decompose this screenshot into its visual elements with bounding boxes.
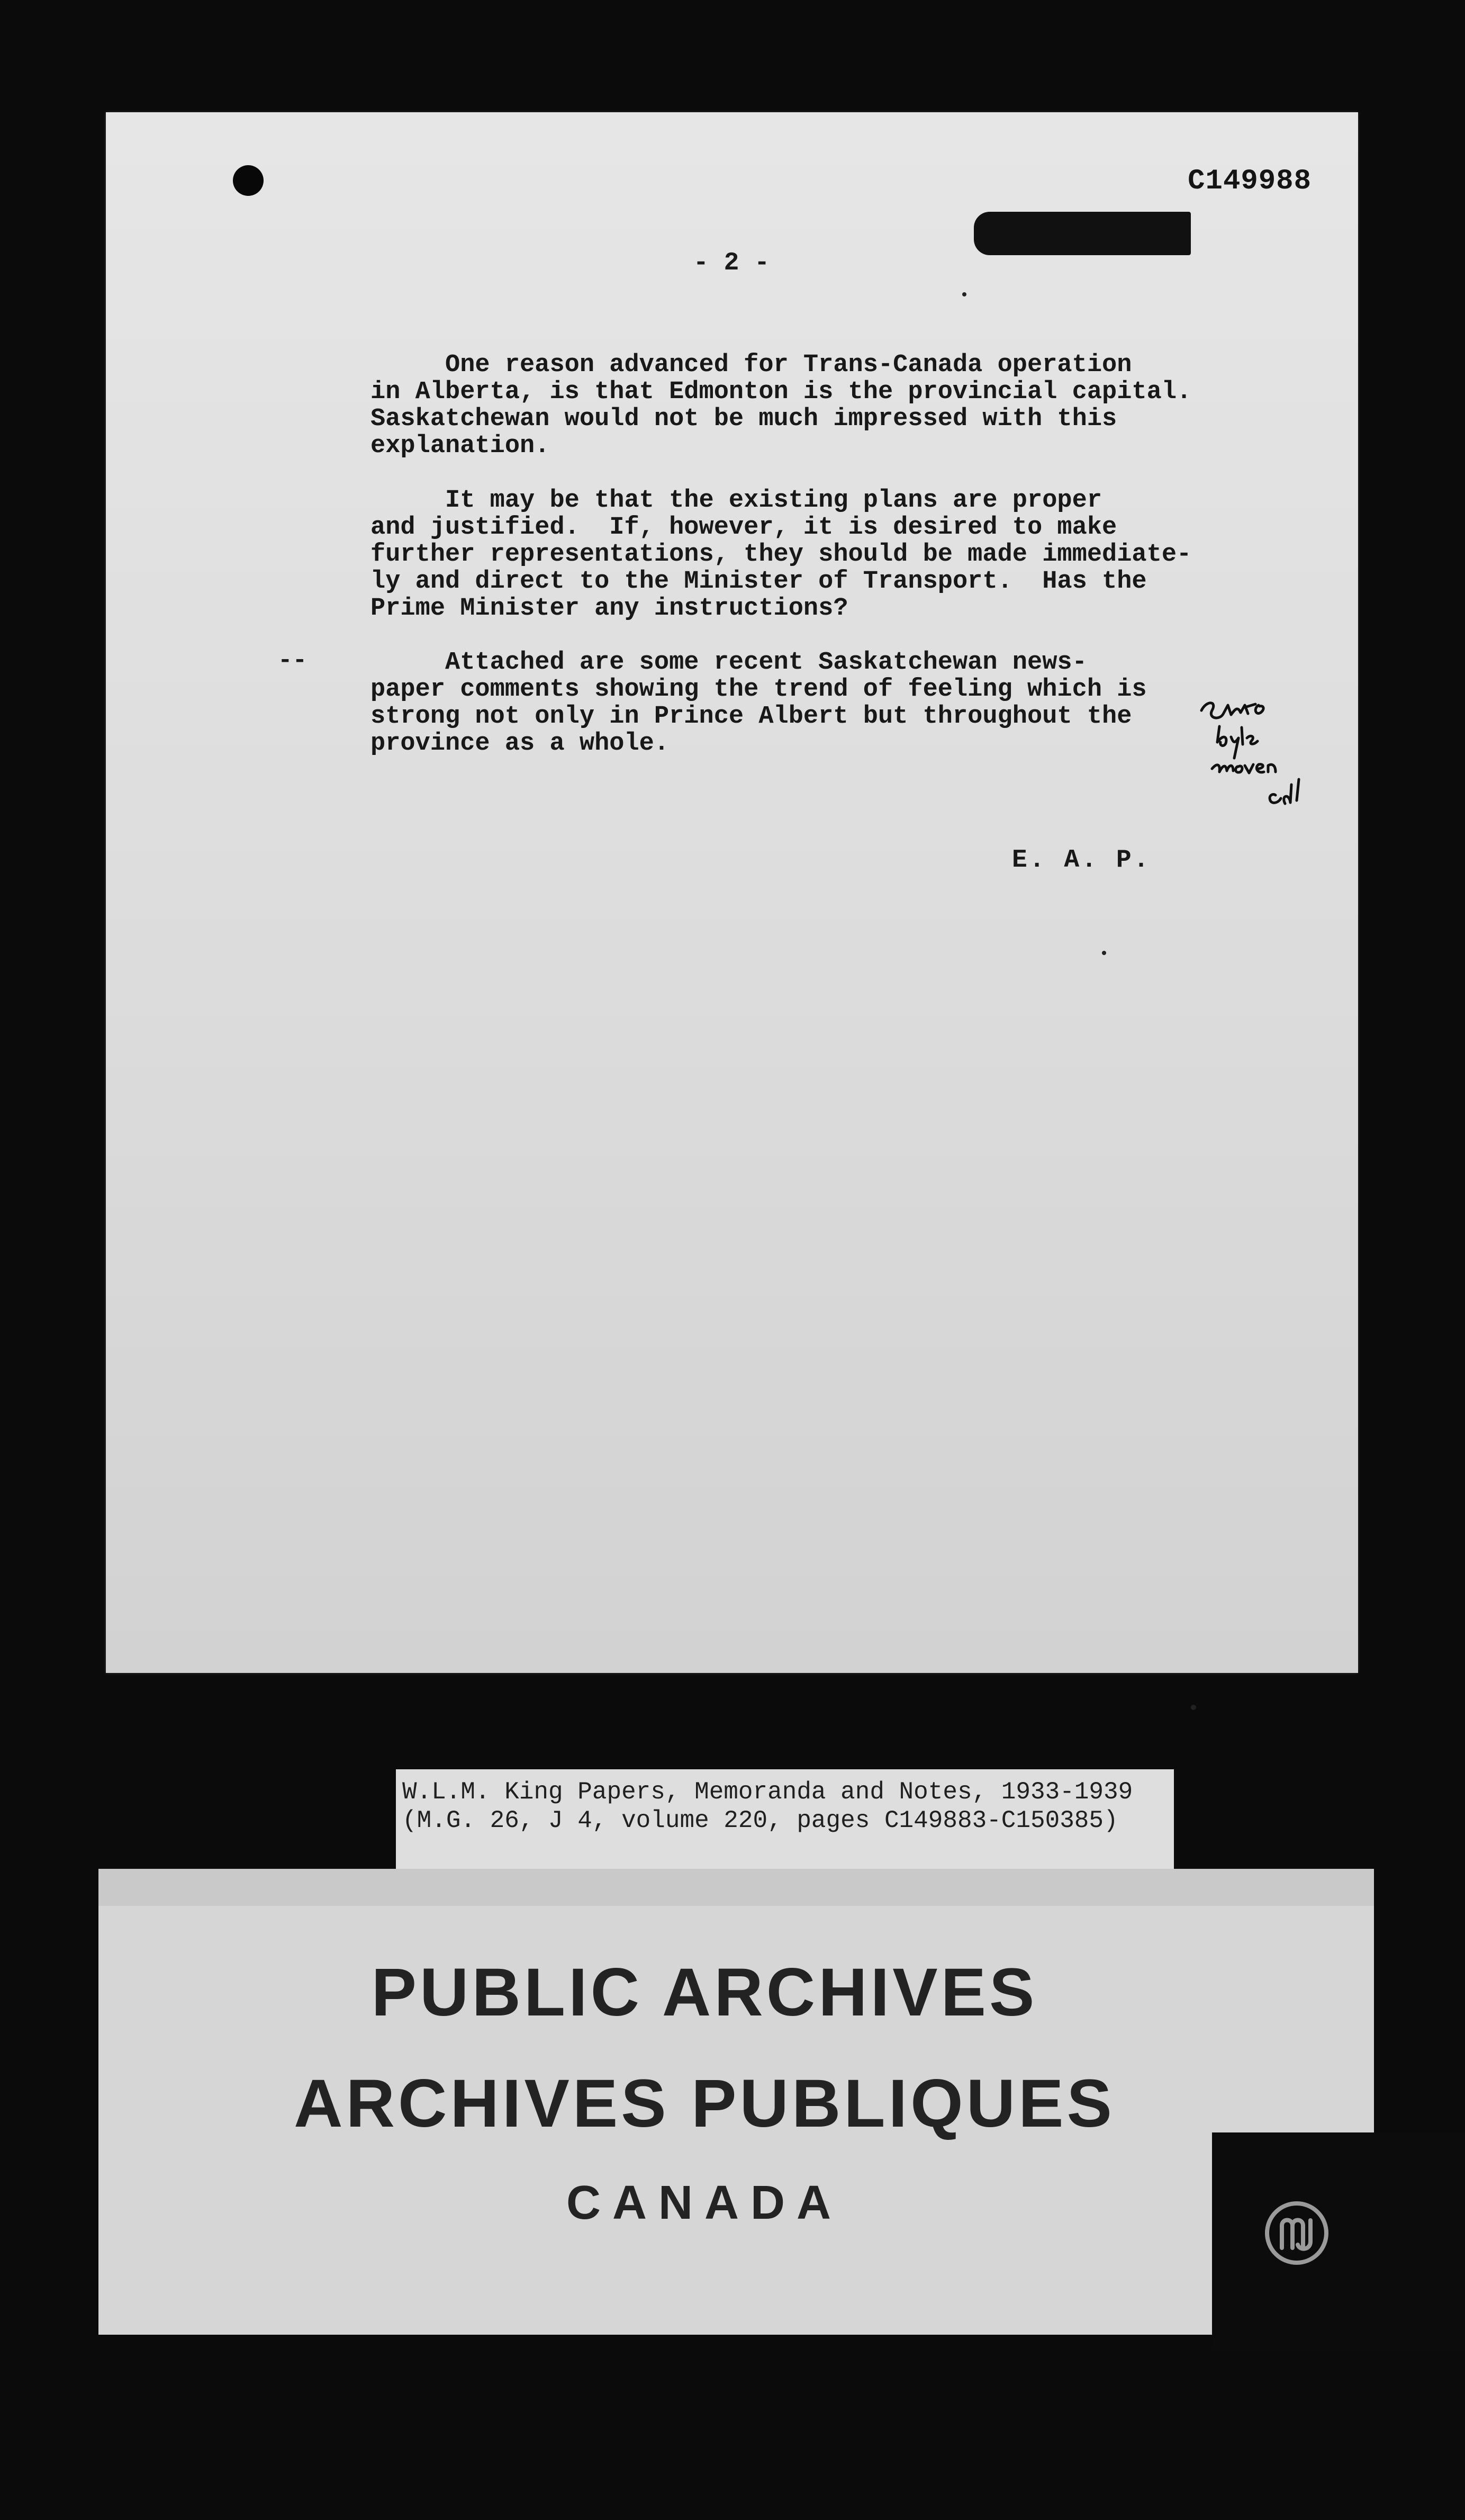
corner-shadow-block: [1212, 2132, 1465, 2350]
handwriting-scribble: [1196, 689, 1334, 822]
page-number: - 2 -: [693, 249, 770, 277]
reference-number: C149988: [1188, 165, 1312, 197]
handwritten-note: [1196, 689, 1334, 822]
citation-line-1: W.L.M. King Papers, Memoranda and Notes, 1933-1939: [402, 1778, 1133, 1806]
paragraph: One reason advanced for Trans-Canada operation in Alberta, is that Edmonton is the provincial capital. Saskatchewan would not be much impressed with this explanation.: [370, 351, 1192, 460]
redaction-bar: [974, 212, 1191, 255]
punch-hole: [233, 165, 264, 196]
archives-logo-icon: [1263, 2199, 1331, 2267]
speck: [1191, 1705, 1196, 1710]
archives-country: CANADA: [566, 2176, 843, 2229]
citation-text: [402, 1778, 1133, 1835]
archives-label: [98, 1869, 1374, 2335]
speck: [1102, 951, 1106, 955]
paragraph: It may be that the existing plans are proper and justified. If, however, it is desired to make further representations, they should be made immediate- ly and direct to the Minister of Transport. Has the Prime Minister any instructions?: [370, 487, 1192, 623]
signature-initials: E. A. P.: [1012, 846, 1151, 875]
label-tape-strip: [98, 1869, 1374, 1906]
citation-line-2: (M.G. 26, J 4, volume 220, pages C149883-C150385): [402, 1807, 1118, 1834]
speck: [962, 292, 966, 296]
margin-mark: --: [278, 647, 308, 674]
document-page: [106, 112, 1358, 1673]
citation-label: [396, 1769, 1174, 1871]
paragraph: Attached are some recent Saskatchewan news- paper comments showing the trend of feeling which is strong not only in Prince Albert but throughout the province as a whole.: [370, 649, 1147, 758]
archives-title-english: PUBLIC ARCHIVES: [371, 1955, 1038, 2030]
archives-title-french: ARCHIVES PUBLIQUES: [294, 2066, 1115, 2141]
